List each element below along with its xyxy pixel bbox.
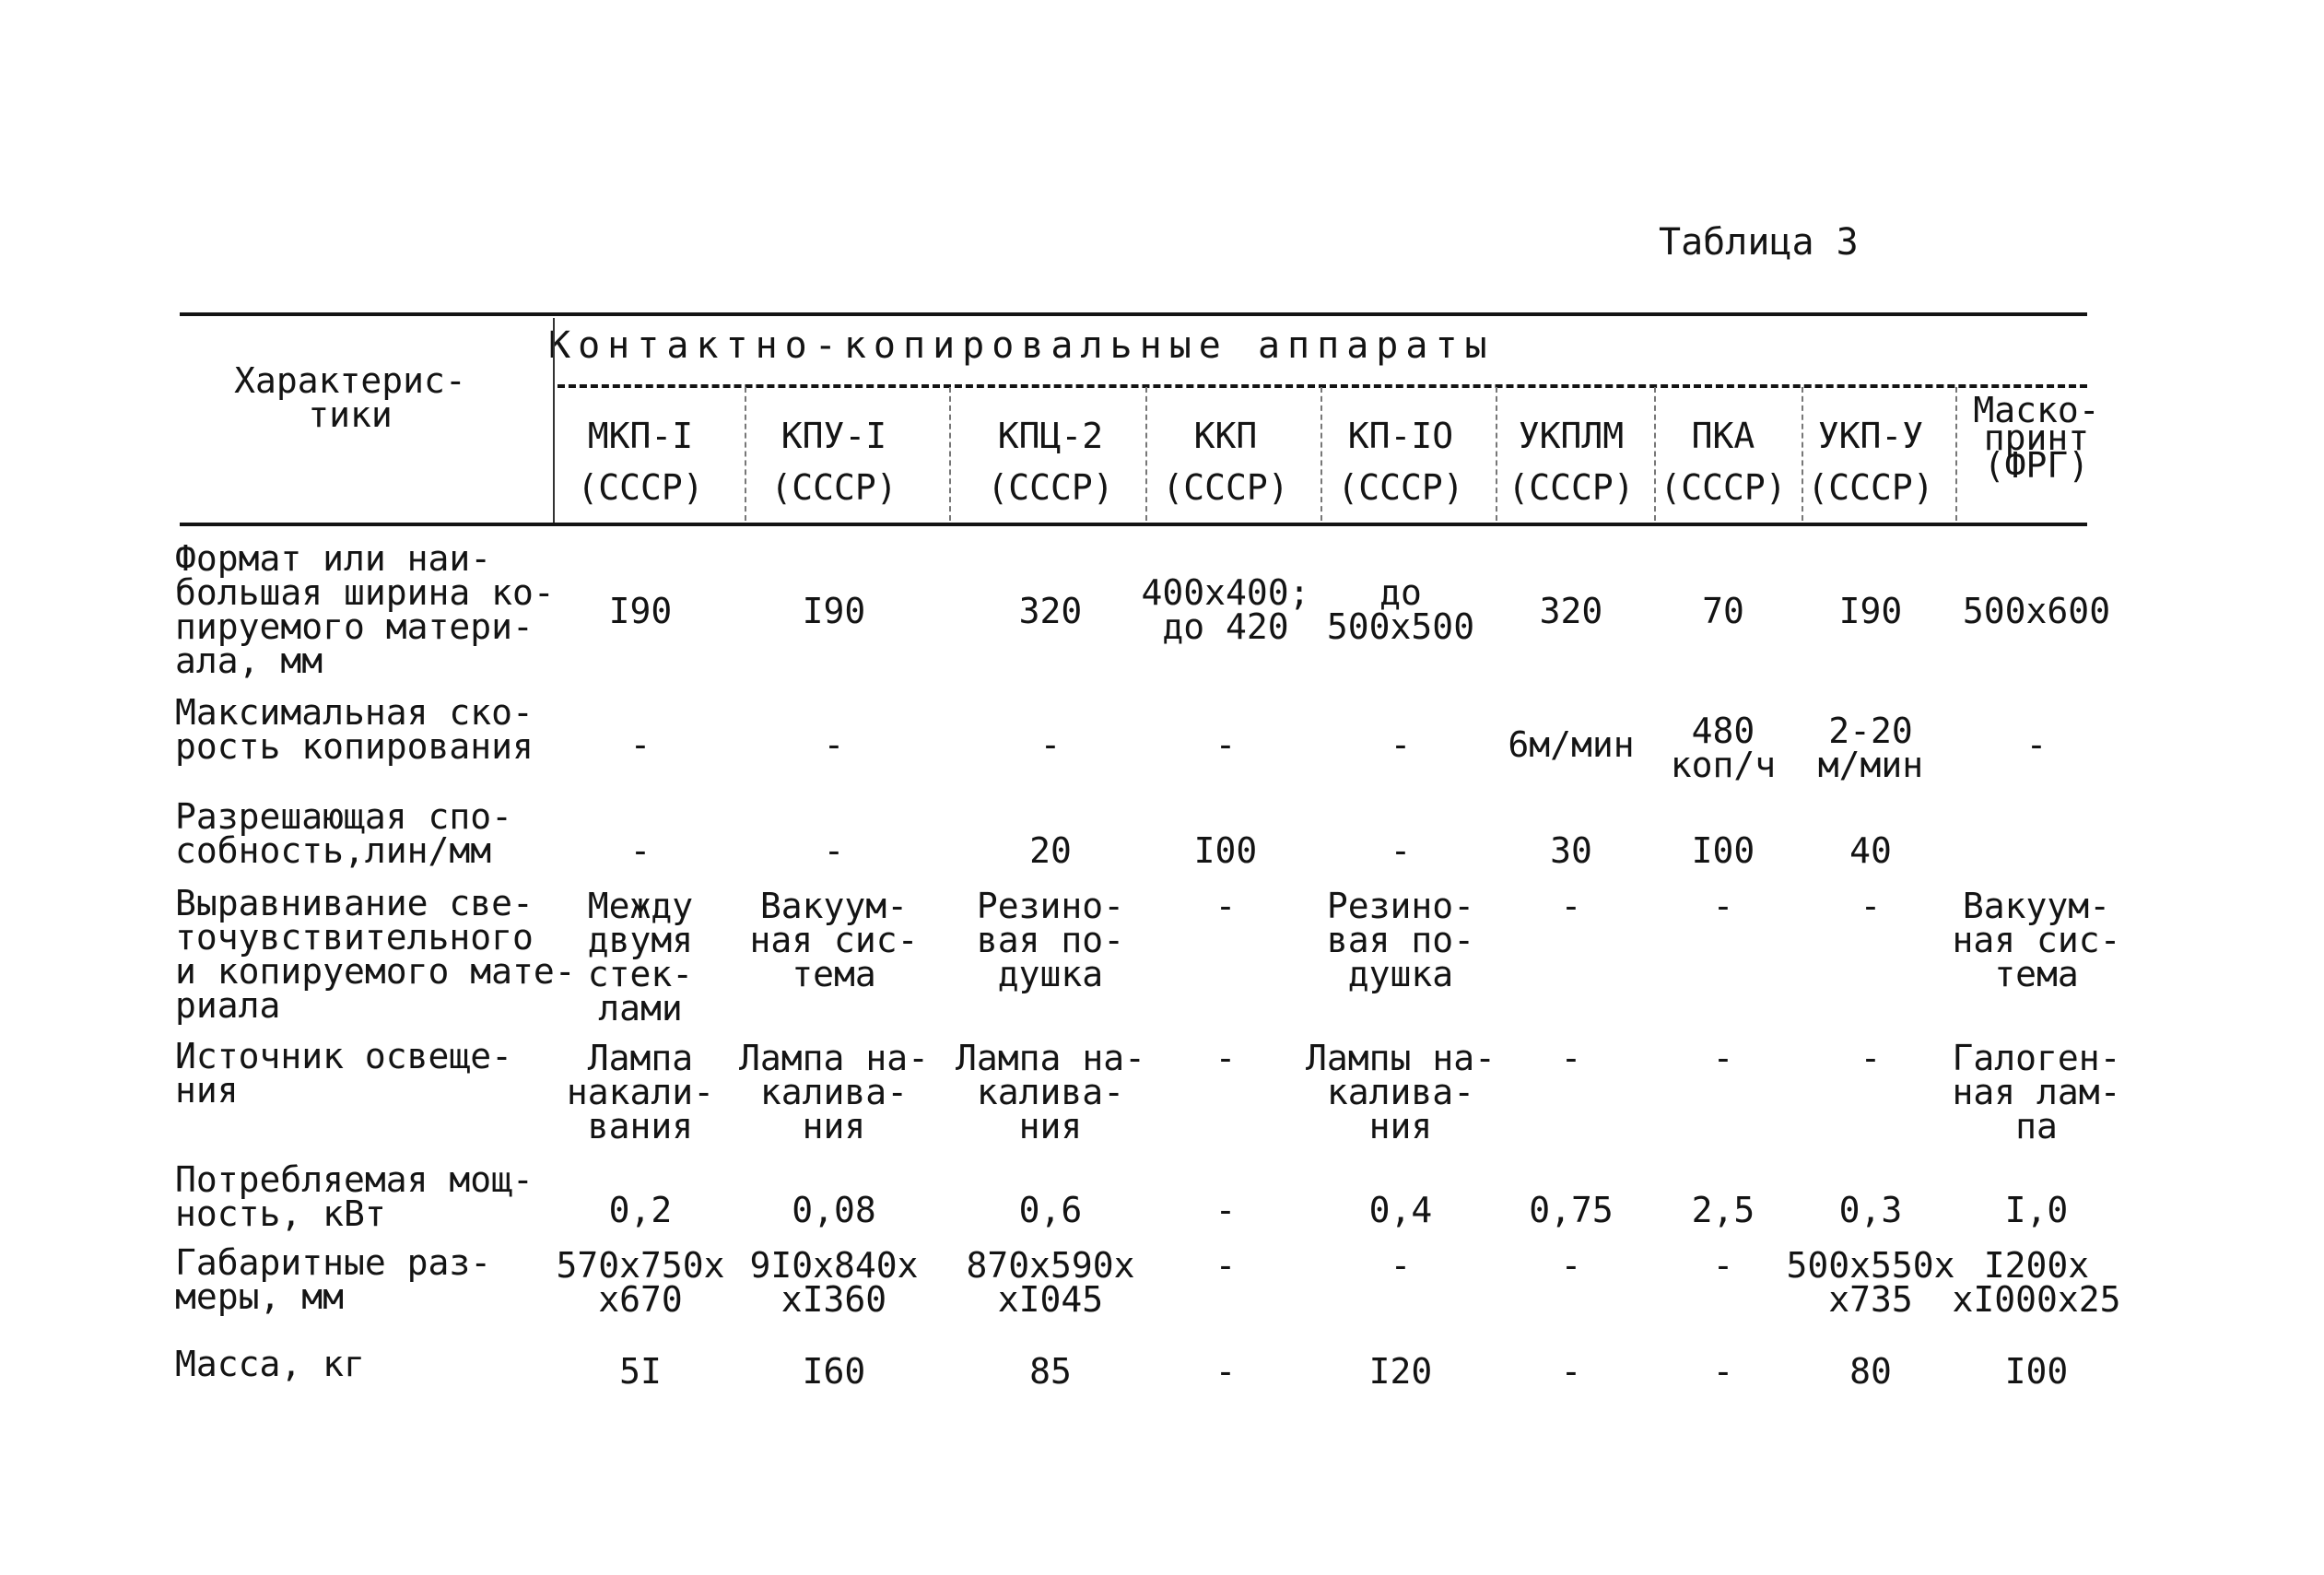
table-cell: 0,6 bbox=[1018, 1190, 1083, 1230]
group-header: Контактно-копировальные аппараты bbox=[548, 324, 1495, 367]
table-cell: 80 bbox=[1849, 1351, 1892, 1392]
table-cell: - bbox=[1712, 1245, 1734, 1286]
table-cell: I60 bbox=[802, 1351, 866, 1392]
column-header-5: КП-IO (СССР) bbox=[1337, 416, 1464, 508]
header-bottom-rule bbox=[180, 523, 2087, 526]
column-divider bbox=[745, 387, 746, 521]
table-cell: 6м/мин bbox=[1508, 724, 1635, 765]
table-cell: - bbox=[1390, 830, 1412, 871]
column-header-6: УКПЛМ (СССР) bbox=[1508, 416, 1635, 508]
table-cell: - bbox=[629, 830, 651, 871]
table-cell: - bbox=[1560, 1351, 1582, 1392]
table-cell: - bbox=[1390, 1245, 1412, 1286]
table-cell: - bbox=[1215, 724, 1237, 765]
table-cell: - bbox=[1712, 1038, 1734, 1078]
column-divider bbox=[949, 387, 951, 521]
table-cell: - bbox=[1560, 1038, 1582, 1078]
table-cell: I00 bbox=[2004, 1351, 2069, 1392]
column-header-2: КПУ-I (СССР) bbox=[770, 416, 898, 508]
table-cell: - bbox=[1215, 1190, 1237, 1230]
table-cell: - bbox=[823, 830, 845, 871]
table-top-rule bbox=[180, 312, 2087, 316]
table-cell: 0,3 bbox=[1838, 1190, 1903, 1230]
table-cell: до 500x500 bbox=[1326, 572, 1475, 647]
table-cell: I00 bbox=[1691, 830, 1755, 871]
table-cell: - bbox=[1215, 1245, 1237, 1286]
table-cell: - bbox=[1390, 724, 1412, 765]
column-divider bbox=[1955, 387, 1957, 521]
table-cell: 320 bbox=[1539, 591, 1603, 631]
row-label: Потребляемая мощ- ность, кВт bbox=[175, 1159, 534, 1234]
table-cell: 500x550x x735 bbox=[1786, 1245, 1955, 1320]
column-divider bbox=[1496, 387, 1497, 521]
row-label: Источник освеще- ния bbox=[175, 1036, 513, 1111]
table-cell: 40 bbox=[1849, 830, 1892, 871]
subheader-rule bbox=[558, 384, 2087, 388]
column-divider bbox=[553, 318, 555, 523]
table-cell: 570x750x x670 bbox=[556, 1245, 725, 1320]
table-cell: - bbox=[1215, 1038, 1237, 1078]
column-header-9: Маско- принт (ФРГ) bbox=[1973, 390, 2100, 486]
table-cell: - bbox=[823, 724, 845, 765]
table-cell: I90 bbox=[1838, 591, 1903, 631]
column-divider bbox=[1320, 387, 1322, 521]
table-cell: Резино- вая по- душка bbox=[1326, 886, 1475, 994]
row-label: Формат или наи- большая ширина ко- пируемого матери- ала, мм bbox=[175, 538, 555, 681]
row-label: Разрешающая спо- собность,лин/мм bbox=[175, 796, 513, 871]
table-cell: Вакуум- ная сис- тема bbox=[749, 886, 919, 994]
column-header-1: МКП-I (СССР) bbox=[577, 416, 704, 508]
table-cell: - bbox=[1712, 1351, 1734, 1392]
table-cell: 30 bbox=[1550, 830, 1592, 871]
table-cell: 5I bbox=[619, 1351, 662, 1392]
table-cell: 70 bbox=[1702, 591, 1744, 631]
table-cell: 85 bbox=[1029, 1351, 1072, 1392]
table-cell: - bbox=[1039, 724, 1062, 765]
table-cell: - bbox=[1560, 886, 1582, 926]
column-header-3: КПЦ-2 (СССР) bbox=[987, 416, 1114, 508]
table-cell: - bbox=[1860, 1038, 1882, 1078]
table-cell: Лампа на- калива- ния bbox=[956, 1038, 1145, 1146]
column-header-4: ККП (СССР) bbox=[1162, 416, 1289, 508]
table-cell: 320 bbox=[1018, 591, 1083, 631]
table-cell: I00 bbox=[1193, 830, 1258, 871]
table-cell: 480 коп/ч bbox=[1670, 711, 1777, 785]
table-cell: - bbox=[2025, 724, 2048, 765]
table-cell: 2,5 bbox=[1691, 1190, 1755, 1230]
column-header-8: УКП-У (СССР) bbox=[1807, 416, 1934, 508]
table-cell: 0,75 bbox=[1529, 1190, 1614, 1230]
column-divider bbox=[1654, 387, 1656, 521]
table-cell: Лампы на- калива- ния bbox=[1306, 1038, 1496, 1146]
table-cell: 0,08 bbox=[792, 1190, 876, 1230]
row-label: Выравнивание све- точувствительного и копируемого мате- риала bbox=[175, 883, 576, 1026]
column-divider bbox=[1145, 387, 1147, 521]
column-divider bbox=[1802, 387, 1803, 521]
table-cell: - bbox=[629, 724, 651, 765]
table-cell: Галоген- ная лам- па bbox=[1952, 1038, 2121, 1146]
table-cell: Резино- вая по- душка bbox=[976, 886, 1125, 994]
table-cell: Лампа накали- вания bbox=[566, 1038, 715, 1146]
table-cell: 400x400; до 420 bbox=[1141, 572, 1310, 647]
table-cell: Вакуум- ная сис- тема bbox=[1952, 886, 2121, 994]
table-cell: I200x xI000x25 bbox=[1952, 1245, 2121, 1320]
table-cell: 2-20 м/мин bbox=[1817, 711, 1924, 785]
table-cell: 0,4 bbox=[1368, 1190, 1433, 1230]
table-cell: 9I0x840x xI360 bbox=[749, 1245, 919, 1320]
table-cell: I90 bbox=[802, 591, 866, 631]
characteristics-header: Характерис- тики bbox=[234, 360, 466, 435]
row-label: Масса, кг bbox=[175, 1344, 365, 1384]
row-label: Максимальная ско- рость копирования bbox=[175, 692, 534, 767]
table-cell: I90 bbox=[608, 591, 673, 631]
table-cell: - bbox=[1215, 886, 1237, 926]
table-cell: I20 bbox=[1368, 1351, 1433, 1392]
table-cell: 500x600 bbox=[1962, 591, 2111, 631]
table-cell: - bbox=[1560, 1245, 1582, 1286]
table-cell: - bbox=[1215, 1351, 1237, 1392]
table-title: Таблица 3 bbox=[1659, 221, 1859, 264]
column-header-7: ПКА (СССР) bbox=[1660, 416, 1787, 508]
row-label: Габаритные раз- меры, мм bbox=[175, 1242, 492, 1317]
table-cell: - bbox=[1860, 886, 1882, 926]
table-cell: Лампа на- калива- ния bbox=[739, 1038, 929, 1146]
table-cell: - bbox=[1712, 886, 1734, 926]
table-cell: Между двумя стек- лами bbox=[587, 886, 694, 1028]
table-cell: 20 bbox=[1029, 830, 1072, 871]
table-cell: 0,2 bbox=[608, 1190, 673, 1230]
table-cell: I,0 bbox=[2004, 1190, 2069, 1230]
table-cell: 870x590x xI045 bbox=[966, 1245, 1135, 1320]
